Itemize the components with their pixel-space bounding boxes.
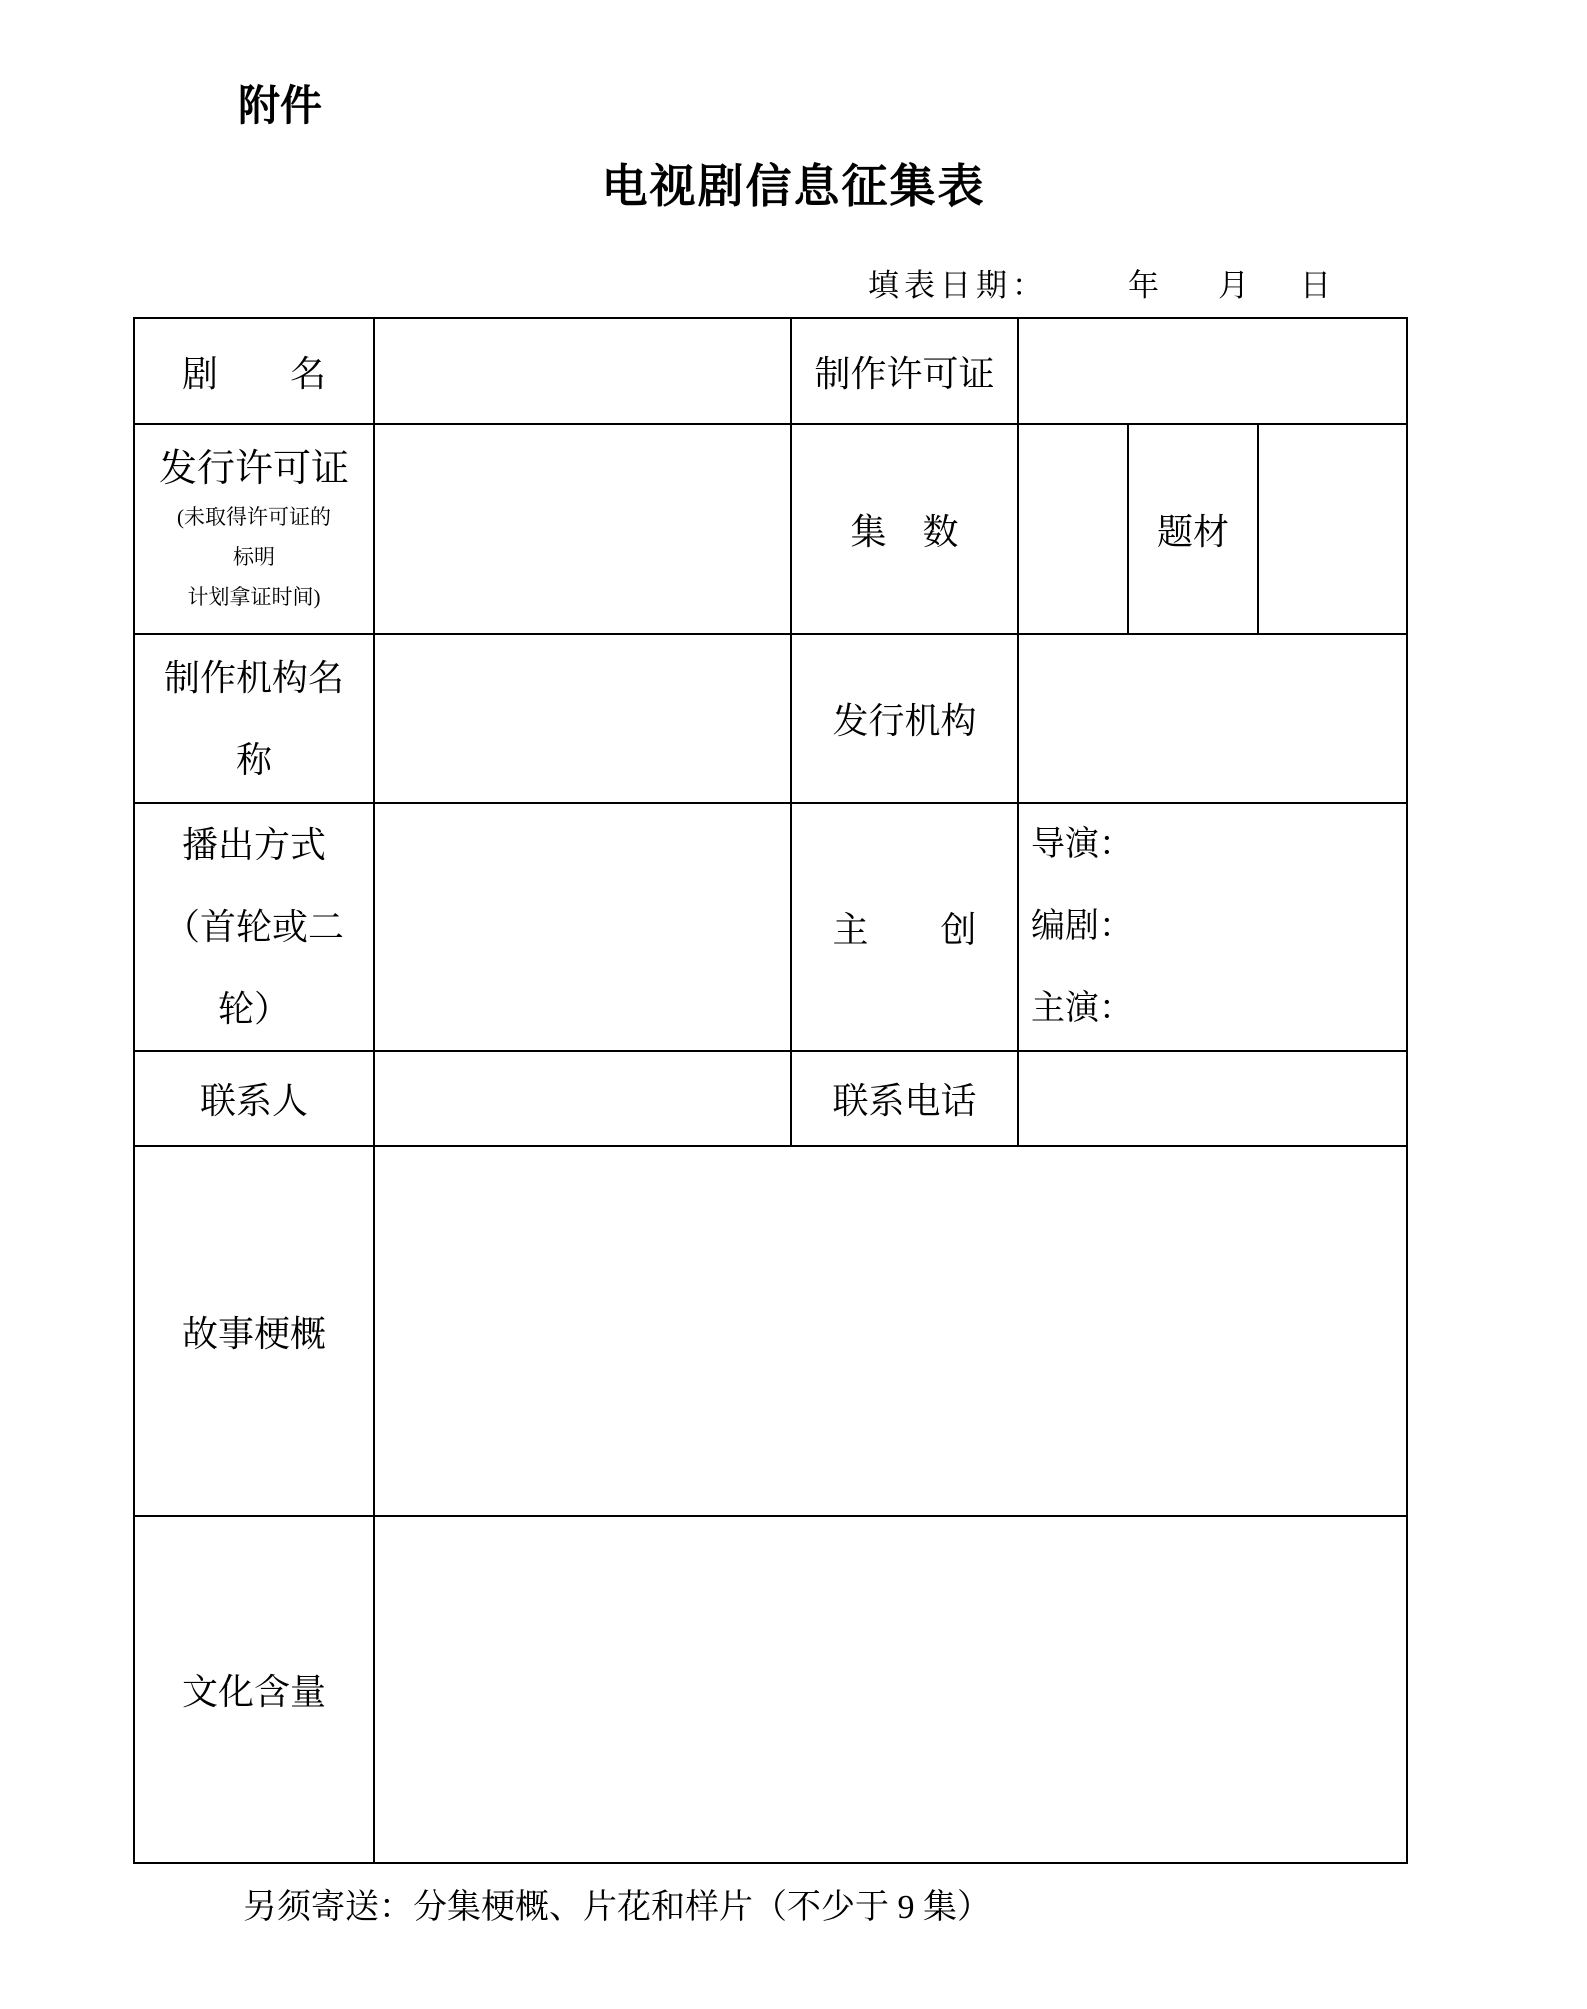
creators-label: 主 创 xyxy=(791,803,1018,1051)
production-license-label: 制作许可证 xyxy=(791,318,1018,424)
culture-content-input-cell[interactable] xyxy=(374,1516,1407,1863)
drama-name-input-cell[interactable] xyxy=(374,318,791,424)
broadcast-mode-label xyxy=(134,803,374,1051)
tv-drama-info-table xyxy=(133,317,1408,1864)
episodes-input-cell[interactable] xyxy=(1018,424,1128,634)
production-org-label xyxy=(134,634,374,803)
table-row xyxy=(134,424,1407,634)
production-org-input-cell[interactable] xyxy=(374,634,791,803)
table-row xyxy=(134,318,1407,424)
distribution-license-label-text: 发行许可证 xyxy=(158,448,349,490)
distribution-license-note-line: (未取得许可证的 xyxy=(177,505,331,529)
contact-person-label: 联系人 xyxy=(134,1051,374,1146)
distribution-license-note-line: 计划拿证时间) xyxy=(187,585,321,609)
drama-name-label: 剧 名 xyxy=(134,318,374,424)
broadcast-mode-label-line: 轮） xyxy=(217,989,290,1029)
production-org-label-line: 称 xyxy=(235,739,272,780)
creators-fields-cell[interactable] xyxy=(1018,803,1407,1051)
date-month-label: 月 xyxy=(1218,268,1249,303)
distribution-org-input-cell[interactable] xyxy=(1018,634,1407,803)
broadcast-mode-label-line: 播出方式 xyxy=(181,825,326,865)
synopsis-input-cell[interactable] xyxy=(374,1146,1407,1516)
episodes-label: 集 数 xyxy=(791,424,1018,634)
distribution-license-label xyxy=(134,424,374,634)
screenwriter-field-label: 编剧： xyxy=(1031,908,1133,945)
synopsis-label: 故事梗概 xyxy=(134,1146,374,1516)
director-field-label: 导演： xyxy=(1031,826,1133,863)
distribution-license-note-line: 标明 xyxy=(233,545,275,569)
fill-date-label: 填表日期： xyxy=(868,268,1048,303)
table-row xyxy=(134,1516,1407,1863)
contact-phone-input-cell[interactable] xyxy=(1018,1051,1407,1146)
production-license-input-cell[interactable] xyxy=(1018,318,1407,424)
distribution-license-input-cell[interactable] xyxy=(374,424,791,634)
date-year-label: 年 xyxy=(1128,268,1159,303)
footer-note: 另须寄送：分集梗概、片花和样片（不少于 9 集） xyxy=(243,1889,991,1926)
broadcast-mode-input-cell[interactable] xyxy=(374,803,791,1051)
table-row xyxy=(134,1051,1407,1146)
table-row xyxy=(134,1146,1407,1516)
broadcast-mode-label-line: （首轮或二 xyxy=(163,907,344,947)
date-day-label: 日 xyxy=(1300,268,1331,303)
distribution-org-label: 发行机构 xyxy=(791,634,1018,803)
table-row xyxy=(134,803,1407,1051)
subject-input-cell[interactable] xyxy=(1258,424,1407,634)
culture-content-label: 文化含量 xyxy=(134,1516,374,1863)
lead-actor-field-label: 主演： xyxy=(1031,990,1133,1027)
fill-date-line xyxy=(0,260,1587,306)
contact-person-input-cell[interactable] xyxy=(374,1051,791,1146)
form-title: 电视剧信息征集表 xyxy=(601,160,986,212)
contact-phone-label: 联系电话 xyxy=(791,1051,1018,1146)
production-org-label-line: 制作机构名 xyxy=(163,657,344,698)
attachment-label: 附件 xyxy=(238,82,323,129)
subject-label: 题材 xyxy=(1128,424,1258,634)
table-row xyxy=(134,634,1407,803)
